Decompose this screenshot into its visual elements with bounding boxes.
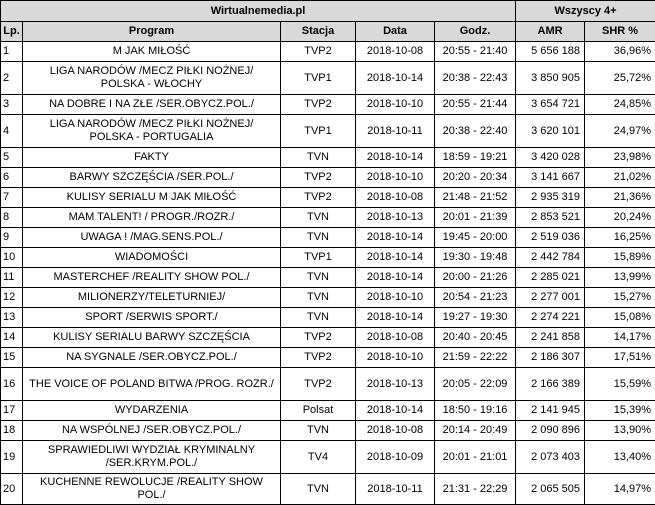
- cell-stacja: TVP2: [281, 95, 356, 115]
- cell-godz: 20:54 - 21:23: [435, 288, 516, 308]
- cell-program: NA DOBRE I NA ZŁE /SER.OBYCZ.POL./: [23, 95, 281, 115]
- cell-stacja: TVN: [281, 148, 356, 168]
- table-row: [1, 95, 655, 115]
- cell-godz: 19:45 - 20:00: [435, 228, 516, 248]
- header-row-source: [1, 1, 655, 22]
- cell-godz: 20:14 - 20:49: [435, 421, 516, 441]
- cell-shr: 13,40%: [585, 441, 655, 474]
- cell-program: BARWY SZCZĘŚCIA /SER.POL./: [23, 168, 281, 188]
- cell-program: NA SYGNALE /SER.OBYCZ.POL./: [23, 348, 281, 368]
- table-row: [1, 368, 655, 401]
- cell-amr: 2 519 036: [516, 228, 585, 248]
- cell-godz: 19:30 - 19:48: [435, 248, 516, 268]
- table-row: [1, 248, 655, 268]
- cell-shr: 13,99%: [585, 268, 655, 288]
- cell-amr: 2 186 307: [516, 348, 585, 368]
- table-row: [1, 168, 655, 188]
- table-row: [1, 328, 655, 348]
- cell-stacja: TVP2: [281, 328, 356, 348]
- cell-lp: 13: [1, 308, 23, 328]
- cell-amr: 2 141 945: [516, 401, 585, 421]
- cell-stacja: Polsat: [281, 401, 356, 421]
- cell-godz: 20:55 - 21:40: [435, 42, 516, 62]
- cell-program: MAM TALENT! / PROGR./ROZR./: [23, 208, 281, 228]
- cell-amr: 2 853 521: [516, 208, 585, 228]
- cell-godz: 20:40 - 20:45: [435, 328, 516, 348]
- cell-stacja: TVN: [281, 421, 356, 441]
- cell-godz: 21:48 - 21:52: [435, 188, 516, 208]
- cell-program: SPORT /SERWIS SPORT./: [23, 308, 281, 328]
- cell-amr: 2 277 001: [516, 288, 585, 308]
- col-header-program: Program: [23, 22, 281, 42]
- cell-stacja: TVP2: [281, 368, 356, 401]
- cell-stacja: TVN: [281, 228, 356, 248]
- cell-stacja: TVN: [281, 268, 356, 288]
- cell-lp: 6: [1, 168, 23, 188]
- table-row: [1, 348, 655, 368]
- cell-shr: 20,24%: [585, 208, 655, 228]
- table-row: [1, 308, 655, 328]
- cell-data: 2018-10-08: [356, 421, 435, 441]
- cell-lp: 18: [1, 421, 23, 441]
- cell-shr: 24,97%: [585, 115, 655, 148]
- cell-shr: 21,02%: [585, 168, 655, 188]
- cell-shr: 15,39%: [585, 401, 655, 421]
- cell-amr: 2 090 896: [516, 421, 585, 441]
- cell-program: MASTERCHEF /REALITY SHOW POL./: [23, 268, 281, 288]
- cell-lp: 2: [1, 62, 23, 95]
- source-header: Wirtualnemedia.pl: [1, 1, 516, 22]
- cell-data: 2018-10-13: [356, 208, 435, 228]
- cell-data: 2018-10-10: [356, 348, 435, 368]
- cell-stacja: TVP2: [281, 348, 356, 368]
- cell-shr: 15,89%: [585, 248, 655, 268]
- cell-program: M JAK MIŁOŚĆ: [23, 42, 281, 62]
- cell-data: 2018-10-10: [356, 288, 435, 308]
- cell-program: UWAGA ! /MAG.SENS.POL./: [23, 228, 281, 248]
- cell-data: 2018-10-14: [356, 62, 435, 95]
- cell-data: 2018-10-08: [356, 328, 435, 348]
- header-row-columns: [1, 22, 655, 42]
- cell-shr: 13,90%: [585, 421, 655, 441]
- cell-amr: 2 166 389: [516, 368, 585, 401]
- cell-stacja: TVP1: [281, 115, 356, 148]
- cell-shr: 25,72%: [585, 62, 655, 95]
- cell-shr: 16,25%: [585, 228, 655, 248]
- cell-data: 2018-10-14: [356, 308, 435, 328]
- cell-godz: 19:27 - 19:30: [435, 308, 516, 328]
- cell-lp: 11: [1, 268, 23, 288]
- cell-program: SPRAWIEDLIWI WYDZIAŁ KRYMINALNY /SER.KRYM.POL./: [23, 441, 281, 474]
- cell-program: KUCHENNE REWOLUCJE /REALITY SHOW POL./: [23, 474, 281, 505]
- cell-amr: 3 420 028: [516, 148, 585, 168]
- cell-amr: 3 654 721: [516, 95, 585, 115]
- cell-lp: 9: [1, 228, 23, 248]
- cell-shr: 17,51%: [585, 348, 655, 368]
- cell-amr: 3 141 667: [516, 168, 585, 188]
- table-row: [1, 148, 655, 168]
- cell-data: 2018-10-10: [356, 95, 435, 115]
- cell-stacja: TVP2: [281, 42, 356, 62]
- cell-data: 2018-10-13: [356, 368, 435, 401]
- cell-stacja: TVN: [281, 308, 356, 328]
- cell-godz: 20:20 - 20:34: [435, 168, 516, 188]
- cell-lp: 1: [1, 42, 23, 62]
- col-header-shr: SHR %: [585, 22, 655, 42]
- cell-godz: 20:55 - 21:44: [435, 95, 516, 115]
- cell-program: NA WSPÓLNEJ /SER.OBYCZ.POL./: [23, 421, 281, 441]
- cell-lp: 19: [1, 441, 23, 474]
- cell-godz: 21:31 - 22:29: [435, 474, 516, 505]
- cell-amr: 3 850 905: [516, 62, 585, 95]
- table-row: [1, 268, 655, 288]
- cell-godz: 20:38 - 22:40: [435, 115, 516, 148]
- cell-program: THE VOICE OF POLAND BITWA /PROG. ROZR./: [23, 368, 281, 401]
- cell-godz: 20:01 - 21:01: [435, 441, 516, 474]
- cell-shr: 15,27%: [585, 288, 655, 308]
- col-header-data: Data: [356, 22, 435, 42]
- cell-shr: 36,96%: [585, 42, 655, 62]
- col-header-lp: Lp.: [1, 22, 23, 42]
- cell-amr: 2 241 858: [516, 328, 585, 348]
- cell-godz: 20:05 - 22:09: [435, 368, 516, 401]
- cell-data: 2018-10-14: [356, 248, 435, 268]
- table-row: [1, 42, 655, 62]
- cell-godz: 21:59 - 22:22: [435, 348, 516, 368]
- cell-godz: 18:59 - 19:21: [435, 148, 516, 168]
- table-row: [1, 228, 655, 248]
- cell-godz: 20:01 - 21:39: [435, 208, 516, 228]
- cell-amr: 3 620 101: [516, 115, 585, 148]
- cell-program: LIGA NARODÓW /MECZ PIŁKI NOŻNEJ/ POLSKA - PORTUGALIA: [23, 115, 281, 148]
- cell-program: KULISY SERIALU BARWY SZCZĘŚCIA: [23, 328, 281, 348]
- cell-program: FAKTY: [23, 148, 281, 168]
- table-row: [1, 115, 655, 148]
- col-header-godz: Godz.: [435, 22, 516, 42]
- cell-lp: 4: [1, 115, 23, 148]
- cell-program: WIADOMOŚCI: [23, 248, 281, 268]
- cell-amr: 2 274 221: [516, 308, 585, 328]
- cell-program: WYDARZENIA: [23, 401, 281, 421]
- cell-amr: 2 073 403: [516, 441, 585, 474]
- cell-amr: 5 656 188: [516, 42, 585, 62]
- cell-lp: 8: [1, 208, 23, 228]
- cell-shr: 14,17%: [585, 328, 655, 348]
- cell-lp: 5: [1, 148, 23, 168]
- cell-data: 2018-10-08: [356, 188, 435, 208]
- cell-stacja: TVN: [281, 208, 356, 228]
- table-row: [1, 421, 655, 441]
- cell-godz: 20:38 - 22:43: [435, 62, 516, 95]
- cell-lp: 10: [1, 248, 23, 268]
- cell-data: 2018-10-11: [356, 115, 435, 148]
- cell-data: 2018-10-10: [356, 168, 435, 188]
- cell-data: 2018-10-08: [356, 42, 435, 62]
- cell-amr: 2 065 505: [516, 474, 585, 505]
- table-row: [1, 208, 655, 228]
- cell-data: 2018-10-11: [356, 474, 435, 505]
- cell-shr: 15,08%: [585, 308, 655, 328]
- cell-stacja: TVN: [281, 474, 356, 505]
- col-header-amr: AMR: [516, 22, 585, 42]
- cell-godz: 18:50 - 19:16: [435, 401, 516, 421]
- table-row: [1, 288, 655, 308]
- table-row: [1, 188, 655, 208]
- cell-data: 2018-10-14: [356, 228, 435, 248]
- cell-lp: 7: [1, 188, 23, 208]
- cell-shr: 21,36%: [585, 188, 655, 208]
- cell-lp: 14: [1, 328, 23, 348]
- group-header: Wszyscy 4+: [516, 1, 655, 22]
- cell-amr: 2 442 784: [516, 248, 585, 268]
- cell-lp: 15: [1, 348, 23, 368]
- table-row: [1, 441, 655, 474]
- cell-data: 2018-10-14: [356, 268, 435, 288]
- cell-lp: 3: [1, 95, 23, 115]
- cell-stacja: TV4: [281, 441, 356, 474]
- cell-shr: 15,59%: [585, 368, 655, 401]
- cell-lp: 12: [1, 288, 23, 308]
- cell-program: MILIONERZY/TELETURNIEJ/: [23, 288, 281, 308]
- table-row: [1, 401, 655, 421]
- cell-stacja: TVP2: [281, 168, 356, 188]
- cell-data: 2018-10-14: [356, 401, 435, 421]
- cell-shr: 14,97%: [585, 474, 655, 505]
- cell-stacja: TVN: [281, 288, 356, 308]
- col-header-stacja: Stacja: [281, 22, 356, 42]
- cell-data: 2018-10-14: [356, 148, 435, 168]
- cell-program: LIGA NARODÓW /MECZ PIŁKI NOŻNEJ/ POLSKA - WŁOCHY: [23, 62, 281, 95]
- cell-stacja: TVP1: [281, 62, 356, 95]
- cell-godz: 20:00 - 21:26: [435, 268, 516, 288]
- cell-stacja: TVP2: [281, 188, 356, 208]
- cell-amr: 2 935 319: [516, 188, 585, 208]
- cell-stacja: TVP1: [281, 248, 356, 268]
- cell-shr: 23,98%: [585, 148, 655, 168]
- cell-lp: 17: [1, 401, 23, 421]
- cell-lp: 16: [1, 368, 23, 401]
- cell-program: KULISY SERIALU M JAK MIŁOŚĆ: [23, 188, 281, 208]
- cell-amr: 2 285 021: [516, 268, 585, 288]
- cell-shr: 24,85%: [585, 95, 655, 115]
- cell-lp: 20: [1, 474, 23, 505]
- cell-data: 2018-10-09: [356, 441, 435, 474]
- table-row: [1, 474, 655, 505]
- table-row: [1, 62, 655, 95]
